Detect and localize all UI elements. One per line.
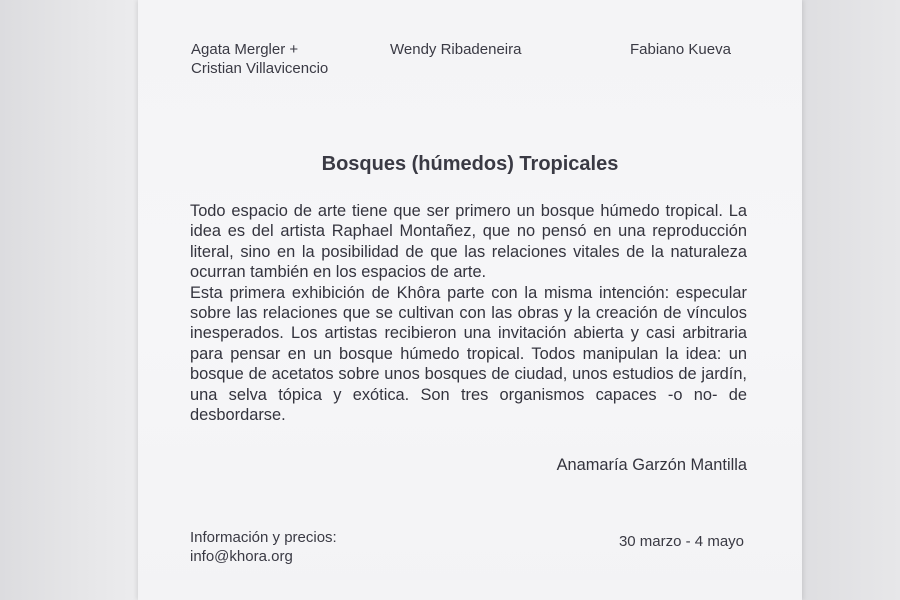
exhibition-text-panel xyxy=(138,0,802,600)
contact-label: Información y precios: xyxy=(190,529,337,546)
curatorial-text xyxy=(190,201,747,425)
artist-name: Wendy Ribadeneira xyxy=(390,41,522,58)
exhibition-dates: 30 marzo - 4 mayo xyxy=(618,533,744,550)
artist-pair xyxy=(191,40,328,78)
artist-name: Cristian Villavicencio xyxy=(191,60,329,77)
contact-info xyxy=(190,528,337,566)
paragraph: Todo espacio de arte tiene que ser primero un bosque húmedo tropical. La idea es del artista Raphael Montañez, que no pensó en una reproducción literal, sino en la posibilidad de que las relaciones vitales de la naturaleza ocurran también en los espacios de arte. xyxy=(190,202,747,282)
wall-left xyxy=(0,0,138,600)
artist-name: Agata Mergler + xyxy=(191,41,299,58)
contact-email: info@khora.org xyxy=(190,548,293,565)
artist-name: Fabiano Kueva xyxy=(630,41,731,58)
author-signature: Anamaría Garzón Mantilla xyxy=(556,456,747,474)
exhibition-title: Bosques (húmedos) Tropicales xyxy=(321,153,619,175)
paragraph: Esta primera exhibición de Khôra parte con la misma intención: especular sobre las relaciones que se cultivan con las obras y la creación de vínculos inesperados. Los artistas recibieron una invitación abierta y casi arbitraria para pensar en un bosque húmedo tropical. Todos manipulan la idea: un bosque de acetatos sobre unos bosques de ciudad, unos estudios de jardín, una selva tópica y exótica. Son tres organismos capaces -o no- de desbordarse. xyxy=(190,283,747,425)
wall-right xyxy=(802,0,900,600)
